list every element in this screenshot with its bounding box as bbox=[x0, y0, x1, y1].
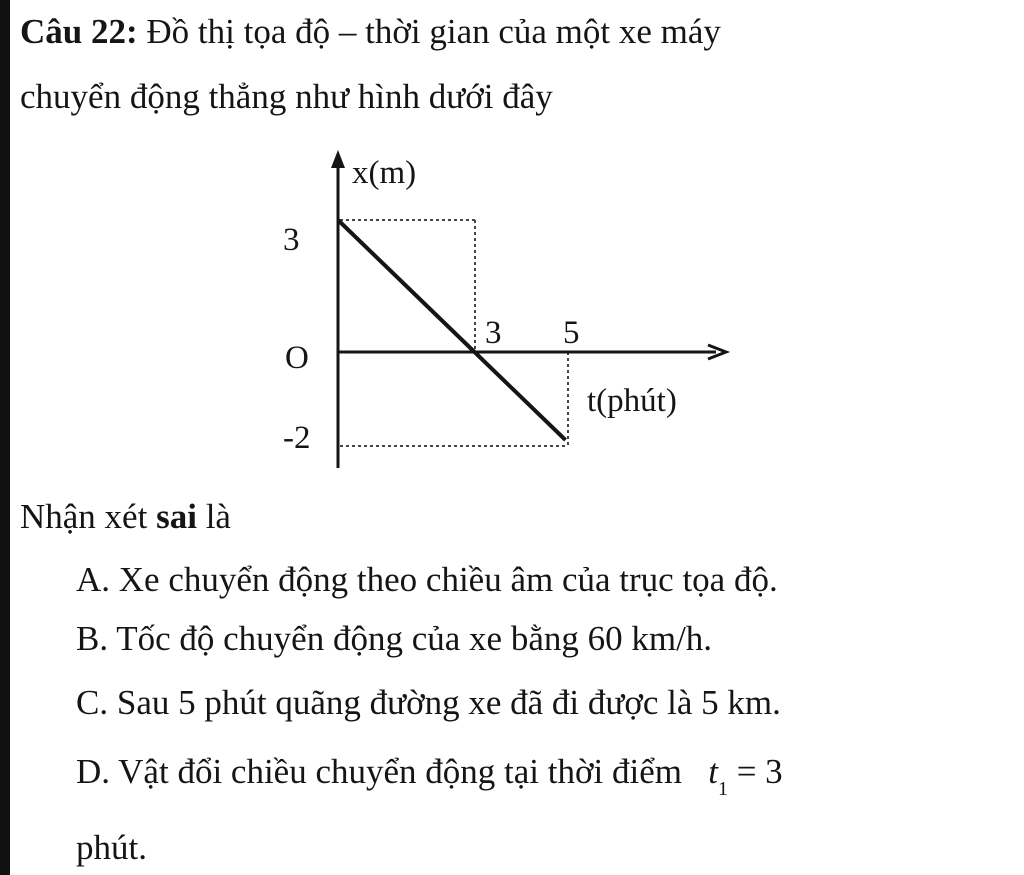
remark-line bbox=[20, 497, 231, 537]
series-line bbox=[338, 220, 566, 440]
option-c-text: Sau 5 phút quãng đường xe đã đi được là 5 km. bbox=[116, 683, 781, 722]
option-a bbox=[76, 560, 778, 600]
y-axis-label: x(m) bbox=[352, 155, 417, 191]
option-b-text: Tốc độ chuyển động của xe bằng 60 km/h. bbox=[116, 619, 713, 658]
question-text-2: chuyển động thẳng như hình dưới đây bbox=[20, 77, 553, 116]
math-rest: = 3 bbox=[736, 752, 783, 791]
option-a-letter: A. bbox=[76, 560, 111, 599]
option-d-tail bbox=[76, 828, 147, 868]
x-tick-3: 3 bbox=[485, 315, 502, 351]
x-axis-label: t(phút) bbox=[587, 383, 677, 419]
math-var: t bbox=[708, 752, 718, 791]
option-d bbox=[76, 752, 783, 800]
option-a-text: Xe chuyển động theo chiều âm của trục tọa độ. bbox=[118, 560, 778, 599]
option-b-letter: B. bbox=[76, 619, 109, 658]
option-d-tail-text: phút. bbox=[76, 828, 147, 867]
y-tick-neg2: -2 bbox=[283, 420, 311, 456]
option-d-text: Vật đổi chiều chuyển động tại thời điểm bbox=[118, 752, 682, 791]
y-tick-3: 3 bbox=[283, 222, 300, 258]
math-sub: 1 bbox=[717, 778, 728, 800]
option-b bbox=[76, 619, 712, 659]
origin-label: O bbox=[285, 340, 309, 376]
option-d-math bbox=[691, 752, 783, 800]
question-number: Câu 22: bbox=[20, 12, 138, 51]
question-text-1: Đồ thị tọa độ – thời gian của một xe máy bbox=[146, 12, 721, 51]
remark-bold-word: sai bbox=[156, 497, 197, 536]
y-axis-arrow bbox=[331, 150, 345, 168]
option-c-letter: C. bbox=[76, 683, 109, 722]
option-d-letter: D. bbox=[76, 752, 111, 791]
remark-text-after: là bbox=[196, 497, 231, 536]
x-tick-5: 5 bbox=[563, 315, 580, 351]
remark-text-before: Nhận xét bbox=[20, 497, 157, 536]
option-c bbox=[76, 683, 781, 723]
